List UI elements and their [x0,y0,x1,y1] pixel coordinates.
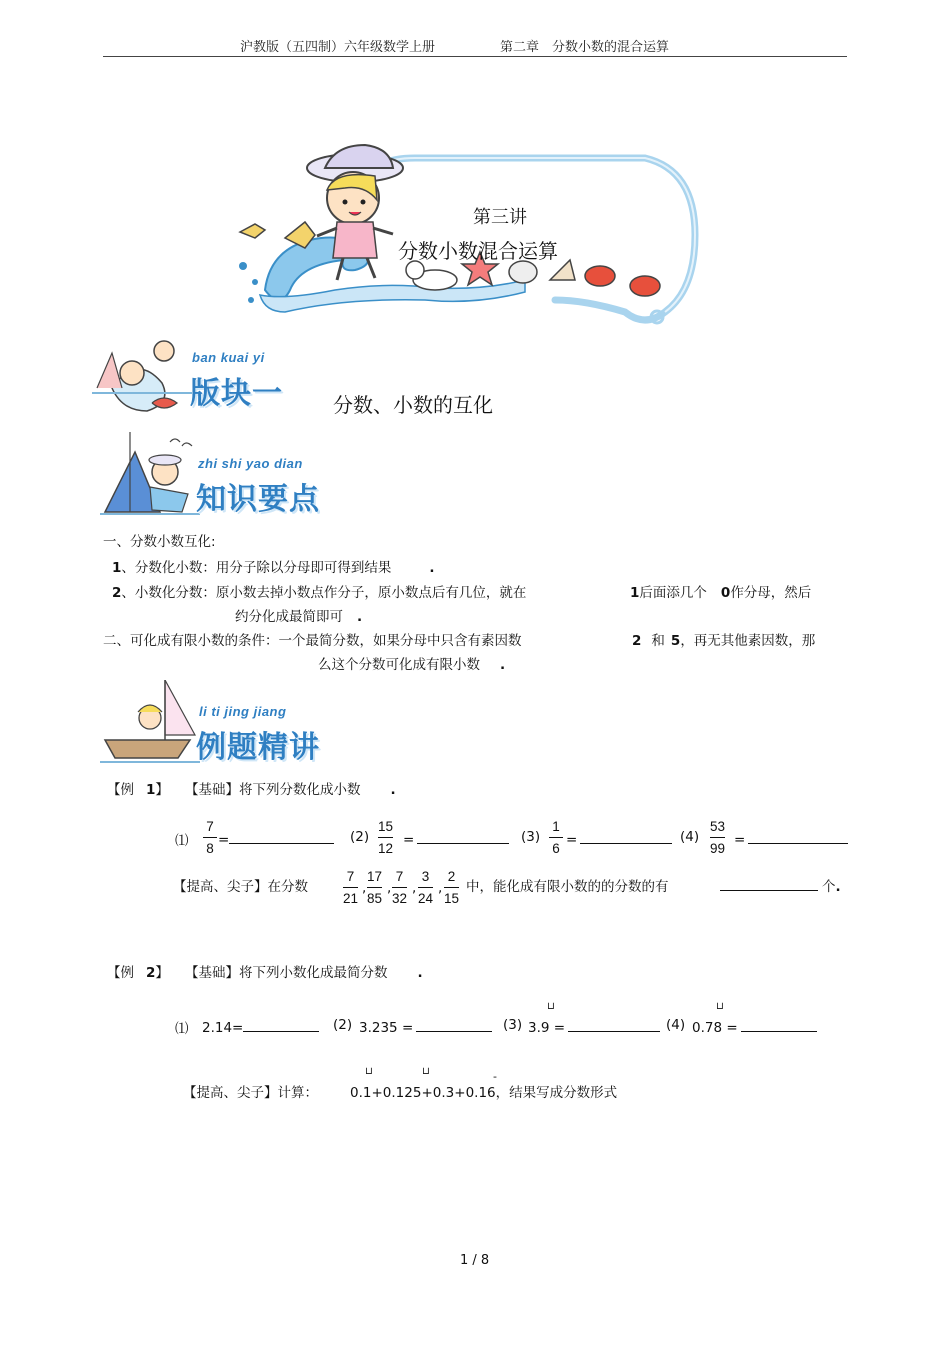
lecture-title: 分数小数混合运算 [398,239,558,263]
ex2-item3-answer[interactable]: 3.9 = [528,1017,660,1036]
ex2-item3-repeat-mark: ⊔ [547,1001,555,1012]
ice-cream-girl-icon [92,333,192,413]
ex2-item3-index: (3) [503,1017,523,1033]
knowledge-item-2-line2: 约分化成最简即可 . [235,609,363,625]
ex1-item3-index: (3) [521,829,541,845]
knowledge-item-1: 1、分数化小数：用分子除以分母即可得到结果 . [112,560,435,576]
example1-basic: 【基础】将下列分数化成小数 . [185,782,396,798]
ex1-item4-answer[interactable]: = [734,829,848,848]
ex1-adv-fraction-3: 7 32 [392,869,408,906]
ex1-advanced-question: 中，能化成有限小数的的分数的有 [466,879,669,895]
knowledge-item-2-tail: 1后面添几个 0作分母，然后 [630,585,812,601]
tent-guitar-girl-icon [100,432,200,517]
ex1-item1-fraction: 7 8 [203,818,217,857]
section2-pinyin: zhi shi yao dian [198,456,303,471]
ex2-item1-answer[interactable]: 2.14= [202,1017,319,1036]
example1-label: 【例 1】 [107,782,169,798]
ex1-adv-fraction-1: 7 21 [343,869,359,906]
ex1-item3-answer[interactable]: = [566,829,672,848]
ex2-item4-repeat-mark: ⊔ [716,1001,724,1012]
example2-label: 【例 2】 [107,965,169,981]
ex1-item3-fraction: 1 6 [549,818,563,857]
sailboat-girl-icon [100,680,200,765]
section1-pinyin: ban kuai yi [192,350,265,365]
ex1-item2-index: (2) [350,829,370,845]
ex1-adv-sep-1: , [362,880,367,896]
section2-badge: 知识要点 [196,482,320,517]
section1-badge: 版块一 [190,376,283,411]
ex1-adv-sep-4: , [438,880,443,896]
ex1-adv-sep-3: , [412,880,417,896]
ex2-item2-answer[interactable]: 3.235 = [359,1017,492,1036]
ex1-advanced-answer[interactable]: 个. [720,875,841,895]
page-number: 1 / 8 [460,1253,490,1268]
ex2-advanced-prefix: 【提高、尖子】计算： [183,1085,318,1101]
example2-basic: 【基础】将下列小数化成最简分数 . [185,965,423,981]
ex2-item4-index: (4) [666,1017,686,1033]
header-rule [103,56,847,57]
knowledge-heading-1: 一、分数小数互化: [103,534,216,550]
ex1-item1-index: ⑴ [175,833,189,849]
knowledge-item-2: 2、小数化分数：原小数去掉小数点作分子，原小数点后有几位，就在 [112,585,527,601]
ex2-adv-mark-1: ⊔ [365,1066,373,1077]
knowledge-heading-2-line2: 么这个分数可化成有限小数 . [318,657,506,673]
ex2-advanced-expression: 0.1+0.125+0.3+0.16，结果写成分数形式 [350,1085,618,1101]
ex1-item2-answer[interactable]: = [403,829,509,848]
ex2-adv-mark-2: ⊔ [422,1066,430,1077]
header-chapter: 第二章 分数小数的混合运算 [500,40,670,55]
ex2-item1-index: ⑴ [175,1021,189,1037]
ex1-adv-fraction-2: 17 85 [367,869,383,906]
lecture-number: 第三讲 [473,207,527,228]
ex1-item1-answer[interactable]: = [218,829,334,848]
knowledge-heading-2: 二、可化成有限小数的条件：一个最简分数，如果分母中只含有素因数 [103,633,522,649]
ex2-item4-answer[interactable]: 0.78 = [692,1017,817,1036]
knowledge-heading-2-tail: 2 和 5，再无其他素因数，那 [632,633,816,649]
section3-pinyin: li ti jing jiang [199,704,287,719]
ex1-advanced-prefix: 【提高、尖子】在分数 [173,879,308,895]
ex1-adv-fraction-4: 3 24 [418,869,434,906]
ex1-item2-fraction: 15 12 [378,819,394,856]
section3-badge: 例题精讲 [196,730,320,765]
ex1-item4-fraction: 53 99 [710,819,726,856]
ex1-adv-sep-2: , [387,880,392,896]
ex2-item2-index: (2) [333,1017,353,1033]
ex1-adv-fraction-5: 2 15 [444,869,460,906]
header-book-title: 沪教版（五四制）六年级数学上册 [240,40,436,55]
section1-title: 分数、小数的互化 [333,393,493,417]
ex1-item4-index: (4) [680,829,700,845]
ex2-adv-mark-3: - [493,1070,497,1083]
